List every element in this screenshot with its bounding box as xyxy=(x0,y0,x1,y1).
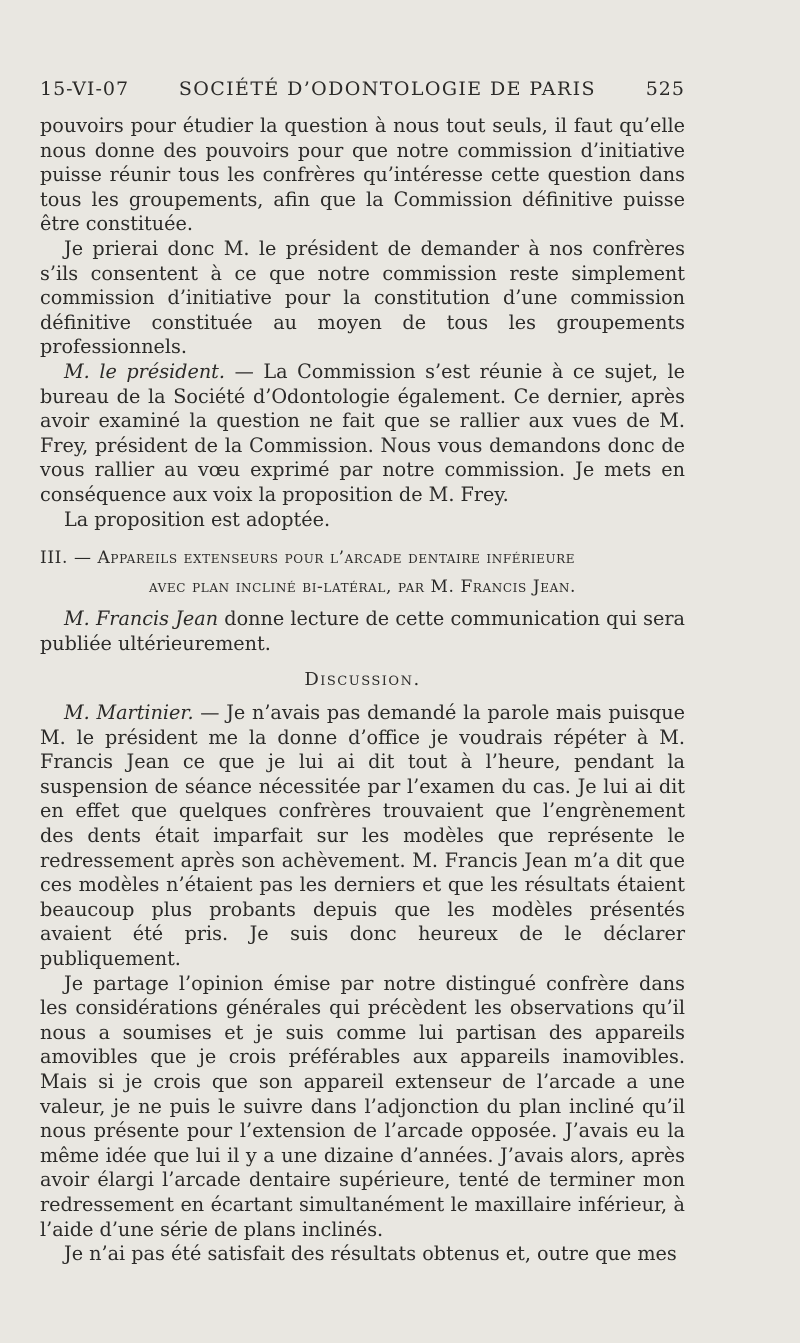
paragraph-3-text: — La Commission s’est réunie à ce sujet, le bureau de la Société d’Odontologie également. Ce dernier, après avoir examiné la question ne fait que se rallier aux vues de M. Frey, président de la Commission. Nous vous demandons donc de vous rallier au vœu exprimé par notre commission. Je mets en conséquence aux voix la proposition de M. Frey. xyxy=(40,359,685,506)
paragraph-5-text: donne lecture de cette communication qui sera publiée ultérieurement. xyxy=(40,607,685,655)
page-body xyxy=(40,114,685,1267)
paragraph-8: Je n’ai pas été satisfait des résultats obtenus et, outre que mes xyxy=(64,1242,677,1266)
speaker-president: M. le président. xyxy=(64,359,225,383)
paragraph-6 xyxy=(40,701,685,972)
discussion-heading: Discussion. xyxy=(304,669,421,691)
header-title: SOCIÉTÉ D’ODONTOLOGIE DE PARIS xyxy=(178,78,596,100)
speaker-martinier: M. Martinier. xyxy=(64,701,194,725)
paragraph-2: Je prierai donc M. le président de demander à nos confrères s’ils consentent à ce que notre commission reste simplement commission d’initiative pour la constitution d’une commission définitive constituée au moyen de tous les groupements professionnels. xyxy=(40,236,685,359)
running-header xyxy=(40,78,685,100)
section-heading-line2: avec plan incliné bi-latéral, par M. Francis Jean. xyxy=(149,576,576,597)
header-date: 15-VI-07 xyxy=(40,78,130,100)
paragraph-5 xyxy=(40,607,685,656)
section-heading-line1: III. — Appareils extenseurs pour l’arcade dentaire inférieure xyxy=(40,548,576,569)
paragraph-1: pouvoirs pour étudier la question à nous tout seuls, il faut qu’elle nous donne des pouvoirs pour que notre commission d’initiative puisse réunir tous les confrères qu’intéresse cette question dans tous les groupements, afin que la Commission définitive puisse être constituée. xyxy=(40,114,685,236)
paragraph-7: Je partage l’opinion émise par notre distingué confrère dans les considérations générales qui précèdent les observations qu’il nous a soumises et je suis comme lui partisan des appareils amovibles que je crois préférables aux appareils inamovibles. Mais si je crois que son appareil extenseur de l’arcade a une valeur, je ne puis le suivre dans l’adjonction du plan incliné qu’il nous présente pour l’extension de l’arcade opposée. J’avais eu la même idée que lui il y a une dizaine d’années. J’avais alors, après avoir élargi l’arcade dentaire supérieure, tenté de terminer mon redressement en écartant simultanément le maxillaire inférieur, à l’aide d’une série de plans inclinés. xyxy=(40,971,685,1241)
paragraph-4: La proposition est adoptée. xyxy=(64,507,331,531)
speaker-francis-jean: M. Francis Jean xyxy=(64,607,219,631)
paragraph-6-text: — Je n’avais pas demandé la parole mais puisque M. le président me la donne d’office je voudrais répéter à M. Francis Jean ce que je lui ai dit tout à l’heure, pendant la suspension de séance nécessitée par l’examen du cas. Je lui ai dit en effet que quelques confrères trouvaient que l’engrènement des dents était imparfait sur les modèles que représente le redressement après son achèvement. M. Francis Jean m’a dit que ces modèles n’étaient pas les derniers et que les résultats étaient beaucoup plus probants depuis que les modèles présentés avaient été pris. Je suis donc heureux de le déclarer publiquement. xyxy=(40,701,685,970)
section-heading xyxy=(40,546,685,599)
paragraph-3 xyxy=(40,360,685,508)
page-number: 525 xyxy=(645,78,685,100)
